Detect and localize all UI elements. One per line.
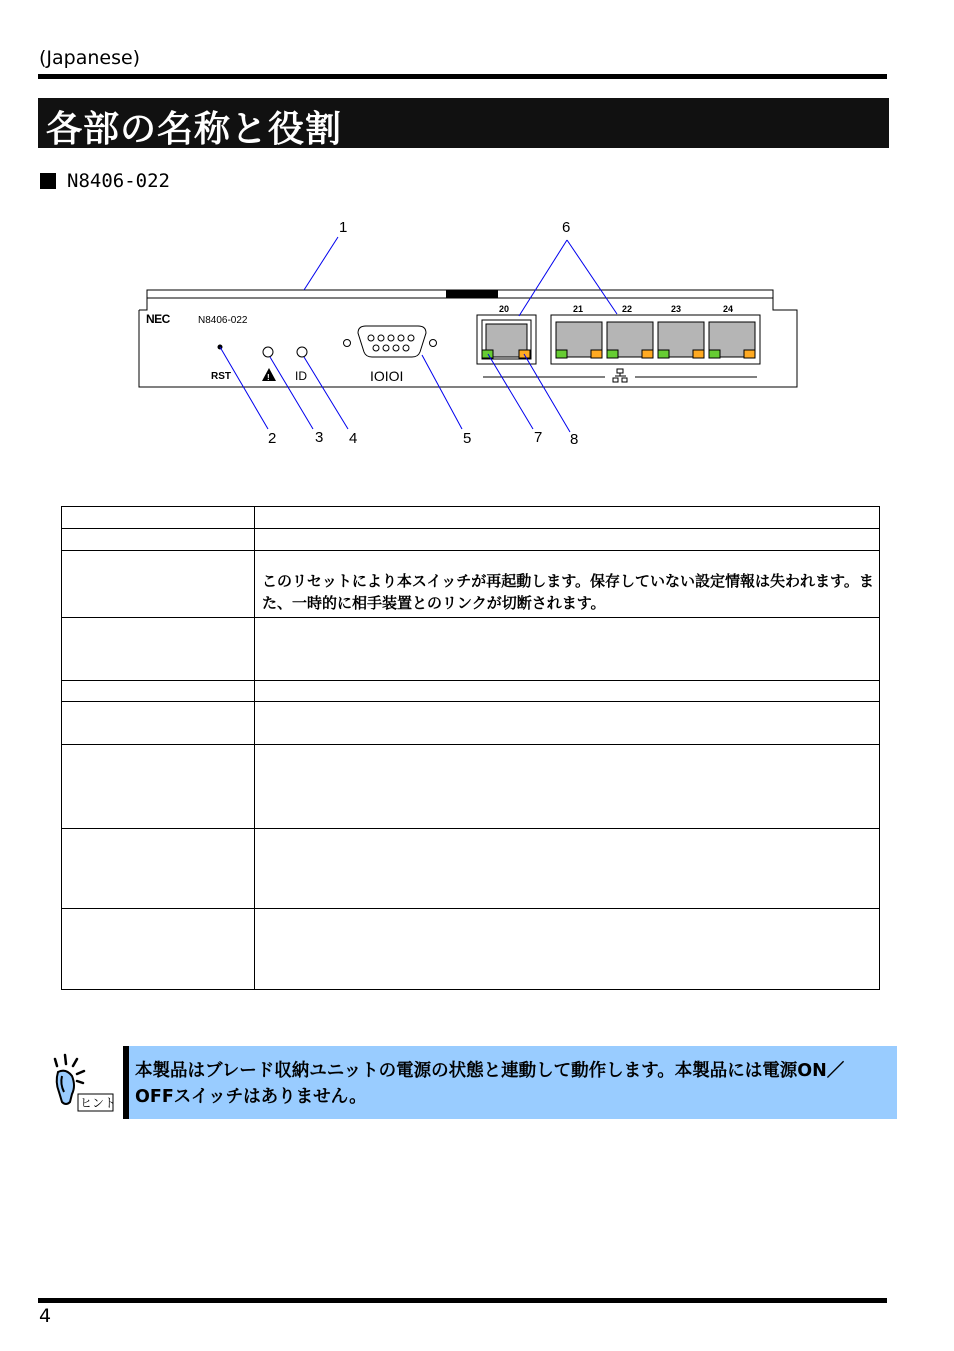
part-desc-cell (255, 618, 880, 681)
hint-box (123, 1046, 897, 1119)
table-row (62, 745, 880, 829)
part-name-cell (62, 829, 255, 909)
warning-icon (262, 368, 276, 382)
part-name-cell (62, 702, 255, 745)
callout-7: 7 (534, 429, 543, 446)
table-row (62, 702, 880, 745)
hint-text: 本製品はブレード収納ユニットの電源の状態と連動して動作します。本製品には電源ON／OFFスイッチはありません。 (135, 1061, 845, 1107)
callout-8: 8 (570, 431, 579, 448)
bottom-rule (38, 1298, 887, 1303)
callout-1: 1 (339, 219, 348, 236)
table-row (62, 618, 880, 681)
hint-icon (50, 1052, 116, 1114)
lan-port-21 (556, 322, 602, 358)
status-led (263, 347, 273, 357)
table-row (62, 529, 880, 551)
table-row (62, 829, 880, 909)
part-name-cell (62, 507, 255, 529)
callout-3: 3 (315, 429, 324, 446)
console-port (344, 326, 437, 357)
rst-label: RST (211, 371, 231, 382)
page-number: 4 (39, 1305, 52, 1327)
svg-text:!: ! (267, 373, 270, 382)
console-label: IOIOI (370, 368, 404, 384)
part-name-cell (62, 618, 255, 681)
lan-port-24 (709, 322, 755, 358)
callout-6: 6 (562, 219, 571, 236)
table-row (62, 681, 880, 702)
parts-table (61, 506, 880, 990)
part-desc-cell (255, 507, 880, 529)
table-row (62, 507, 880, 529)
hint-icon-label: ヒント (80, 1096, 116, 1110)
id-label: ID (295, 369, 307, 383)
callout-4: 4 (349, 430, 358, 447)
section-title: 各部の名称と役割 (46, 109, 343, 150)
port-number-22: 22 (622, 304, 633, 314)
part-desc-cell (255, 702, 880, 745)
table-row (62, 909, 880, 990)
part-desc-cell (255, 681, 880, 702)
part-desc-cell (255, 909, 880, 990)
panel-model-label: N8406-022 (198, 315, 248, 326)
port-number-20: 20 (499, 304, 510, 314)
handle-bar (446, 290, 498, 298)
language-label: (Japanese) (39, 47, 141, 69)
network-icon (483, 369, 757, 382)
id-led (297, 347, 307, 357)
callout-5: 5 (463, 430, 472, 447)
lan-port-23 (658, 322, 704, 358)
model-number: N8406-022 (67, 170, 170, 192)
callout-2: 2 (268, 430, 277, 447)
reset-note-cell: このリセットにより本スイッチが再起動します。保存していない設定情報は失われます。また、一時的に相手装置とのリンクが切断されます。 (255, 551, 880, 618)
lan-port-20 (477, 315, 536, 364)
part-name-cell (62, 681, 255, 702)
lan-port-22 (607, 322, 653, 358)
port-number-24: 24 (723, 304, 734, 314)
part-name-cell (62, 529, 255, 551)
part-name-cell (62, 909, 255, 990)
brand-logo: NEC (146, 312, 170, 326)
part-desc-cell (255, 829, 880, 909)
part-name-cell (62, 745, 255, 829)
part-desc-cell (255, 529, 880, 551)
part-desc-cell (255, 745, 880, 829)
switch-front-panel-diagram (0, 0, 954, 480)
port-number-21: 21 (573, 304, 584, 314)
table-row (62, 551, 880, 618)
part-name-cell (62, 551, 255, 618)
port-number-23: 23 (671, 304, 682, 314)
